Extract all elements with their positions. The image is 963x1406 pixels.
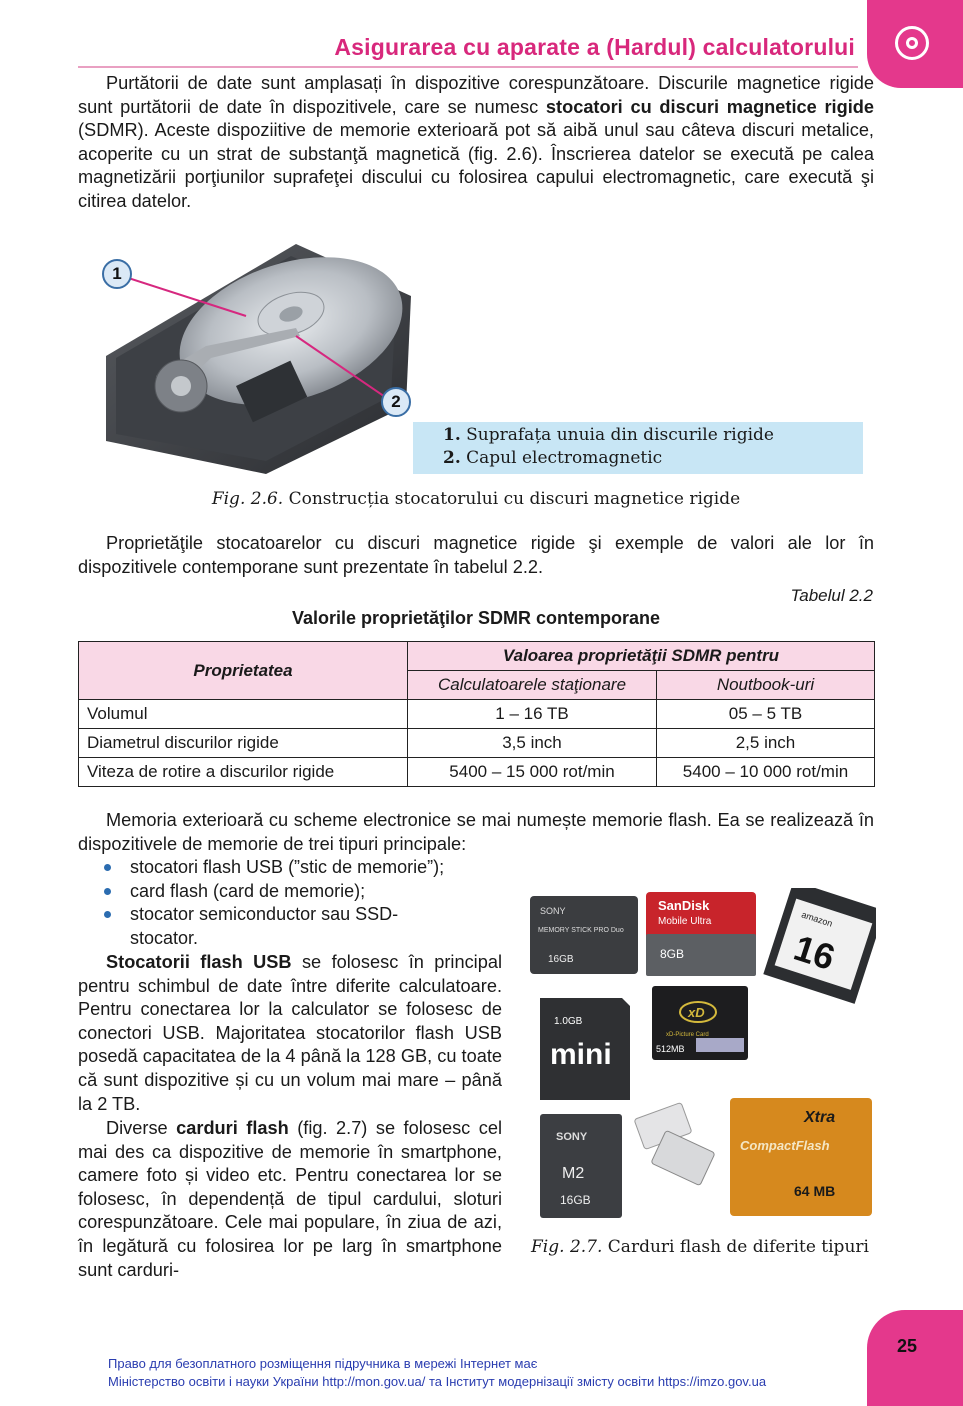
card-name: MEMORY STICK PRO Duo [538, 927, 624, 934]
figure-2-6-caption [78, 489, 874, 509]
cell-notebook: 05 – 5 TB [657, 700, 875, 729]
caption-label: Fig. 2.6. [211, 489, 284, 509]
card-line: Mobile Ultra [658, 916, 712, 927]
header-divider [78, 66, 858, 68]
cell-property: Volumul [79, 700, 408, 729]
usb-paragraph [78, 951, 502, 1116]
cards-bold-term: carduri flash [176, 1118, 289, 1138]
memory-types-list [104, 856, 444, 950]
microsd-adapter [634, 1102, 715, 1185]
list-item [104, 880, 444, 904]
cell-stationary: 5400 – 15 000 rot/min [408, 758, 657, 787]
card-capacity: 512MB [656, 1044, 685, 1054]
bullet-icon [104, 888, 111, 895]
caption-label: Fig. 2.7. [531, 1237, 603, 1257]
flash-cards-image [526, 888, 876, 1228]
cell-property: Diametrul discurilor rigide [79, 729, 408, 758]
usb-bold-term: Stocatorii flash USB [106, 952, 292, 972]
card-name: mini [550, 1038, 612, 1071]
caption-text: Carduri flash de diferite tipuri [607, 1237, 869, 1257]
cards-paragraph [78, 1117, 502, 1282]
header-property: Proprietatea [79, 642, 408, 700]
card-brand: Xtra [804, 1109, 836, 1126]
figure-legend [413, 422, 863, 474]
cell-notebook: 2,5 inch [657, 729, 875, 758]
table-row [79, 758, 875, 787]
cell-property: Viteza de rotire a discurilor rigide [79, 758, 408, 787]
sandisk-card [646, 892, 756, 976]
card-brand: SONY [540, 906, 566, 916]
page-number-tab [867, 1310, 963, 1406]
header-notebook: Noutbook-uri [657, 671, 875, 700]
table-reference: Tabelul 2.2 [790, 586, 873, 605]
list-item-text: stocatori flash USB (”stic de memorie”); [130, 857, 445, 877]
figure-2-7-caption [528, 1236, 872, 1259]
para1-bold-term: stocatori cu discuri magnetice rigide [545, 96, 874, 117]
card-brand: SanDisk [658, 898, 710, 913]
list-item [104, 856, 444, 880]
card-name: CompactFlash [740, 1138, 830, 1153]
cards-text2: (fig. 2.7) se folosesc cel mai des ca dispozitive de memorie în smartphone, camere foto și video etc. Pentru conectarea lor se folosesc, în dependență de tipul cardului, sloturi corespunzătoare. Cele mai populare, în ziua de azi, în legătură cu folosirea lor pe larg în smartphone sunt carduri- [78, 1118, 502, 1280]
cell-stationary: 3,5 inch [408, 729, 657, 758]
cards-text1: Diverse [106, 1118, 177, 1138]
table-intro-paragraph: Proprietăţile stocatoarelor cu discuri magnetice rigide şi exemple de valori ale lor în dispozitivele contemporane sunt prezentate în tabelul 2.2. [78, 533, 874, 577]
para1-text1: Purtătorii de date sunt amplasați în dispozitive corespunzătoare. Discurile magnetice rigide sunt purtătorii de date în dispozitivele, care se numesc [78, 73, 874, 117]
legend-item-2 [443, 447, 863, 470]
footer-line-2: Міністерство освіти і науки України http://mon.gov.ua/ та Інститут модернізації змісту освіти https://imzo.gov.ua [108, 1374, 767, 1389]
bullet-icon [104, 911, 111, 918]
minisd-card [540, 998, 630, 1100]
cell-notebook: 5400 – 10 000 rot/min [657, 758, 875, 787]
usb-text: se folosesc în principal pentru schimbul de date între diferite calculatoare. Pentru conectarea lor la calculator se folosesc de conectori USB. Majoritatea stocatorilor flash USB posedă capacitatea de la 4 până la 128 GB, cu toate că sunt dispozitive și cu un volum mai mare – până la 2 TB. [78, 952, 502, 1114]
header-value: Valoarea proprietăţii SDMR pentru [408, 642, 875, 671]
hard-drive-image [86, 236, 416, 476]
page-number: 25 [896, 1336, 917, 1356]
bullet-icon [104, 864, 111, 871]
card-capacity: 16GB [560, 1193, 591, 1207]
xd-card [652, 986, 748, 1060]
callout-1: 1 [102, 259, 132, 289]
para1-text2: (SDMR). Aceste dispoziitive de memorie exterioară pot să aibă unul sau câteva discuri metalice, acoperite cu un strat de substanţă magnetică (fig. 2.6). Înscrierea datelor se execută pe calea magnetizării porţiunilor suprafeţei discului cu folosirea capului electromagnetic, care execută şi citirea datelor. [78, 120, 874, 211]
properties-table [78, 641, 875, 787]
card-capacity: 8GB [660, 947, 685, 961]
legend-number: 2. [443, 448, 461, 468]
m2-card [540, 1114, 622, 1218]
footer-line-1: Право для безоплатного розміщення підручника в мережі Інтернет має [108, 1356, 538, 1371]
list-item-text: card flash (card de memorie); [130, 880, 366, 901]
card-capacity: 16 [789, 926, 840, 979]
compactflash-card [730, 1098, 872, 1216]
card-capacity: 64 MB [794, 1183, 836, 1199]
intro-paragraph [78, 72, 874, 214]
flash-intro-paragraph: Memoria exterioară cu scheme electronice se mai numește memorie flash. Ea se realizează în dispozitivele de memorie de trei tipuri principale: [78, 810, 874, 854]
caption-text: Construcția stocatorului cu discuri magnetice rigide [288, 489, 741, 509]
legend-text: Capul electromagnetic [466, 448, 663, 468]
flash-cards-illustration [526, 888, 876, 1228]
header-stationary: Calculatoarele staţionare [408, 671, 657, 700]
card-name: M2 [562, 1165, 585, 1182]
card-capacity: 1.0GB [554, 1016, 583, 1027]
running-head: Asigurarea cu aparate a (Hardul) calculatorului [334, 34, 855, 60]
callout-2: 2 [381, 387, 411, 417]
table-row [79, 729, 875, 758]
hard-drive-illustration [86, 236, 416, 476]
list-item [104, 903, 400, 950]
legend-number: 1. [443, 425, 461, 445]
table-header-row [79, 642, 875, 671]
card-logo: xD [688, 1005, 705, 1020]
disc-icon [895, 26, 929, 60]
card-brand: amazon [800, 909, 834, 929]
table-title: Valorile proprietăţilor SDMR contemporane [291, 608, 661, 628]
legend-item-1 [443, 424, 863, 447]
table-row [79, 700, 875, 729]
card-capacity: 16GB [548, 954, 574, 965]
card-sub: xD-Picture Card [666, 1032, 709, 1038]
list-item-text: stocator semiconductor sau SSD-stocator. [130, 904, 399, 948]
cell-stationary: 1 – 16 TB [408, 700, 657, 729]
footer-notice [108, 1355, 766, 1391]
sd-card [763, 888, 876, 1004]
legend-text: Suprafața unuia din discurile rigide [466, 425, 774, 445]
header-tab [867, 0, 963, 88]
card-brand: SONY [556, 1131, 588, 1143]
memory-stick-card [530, 896, 638, 974]
